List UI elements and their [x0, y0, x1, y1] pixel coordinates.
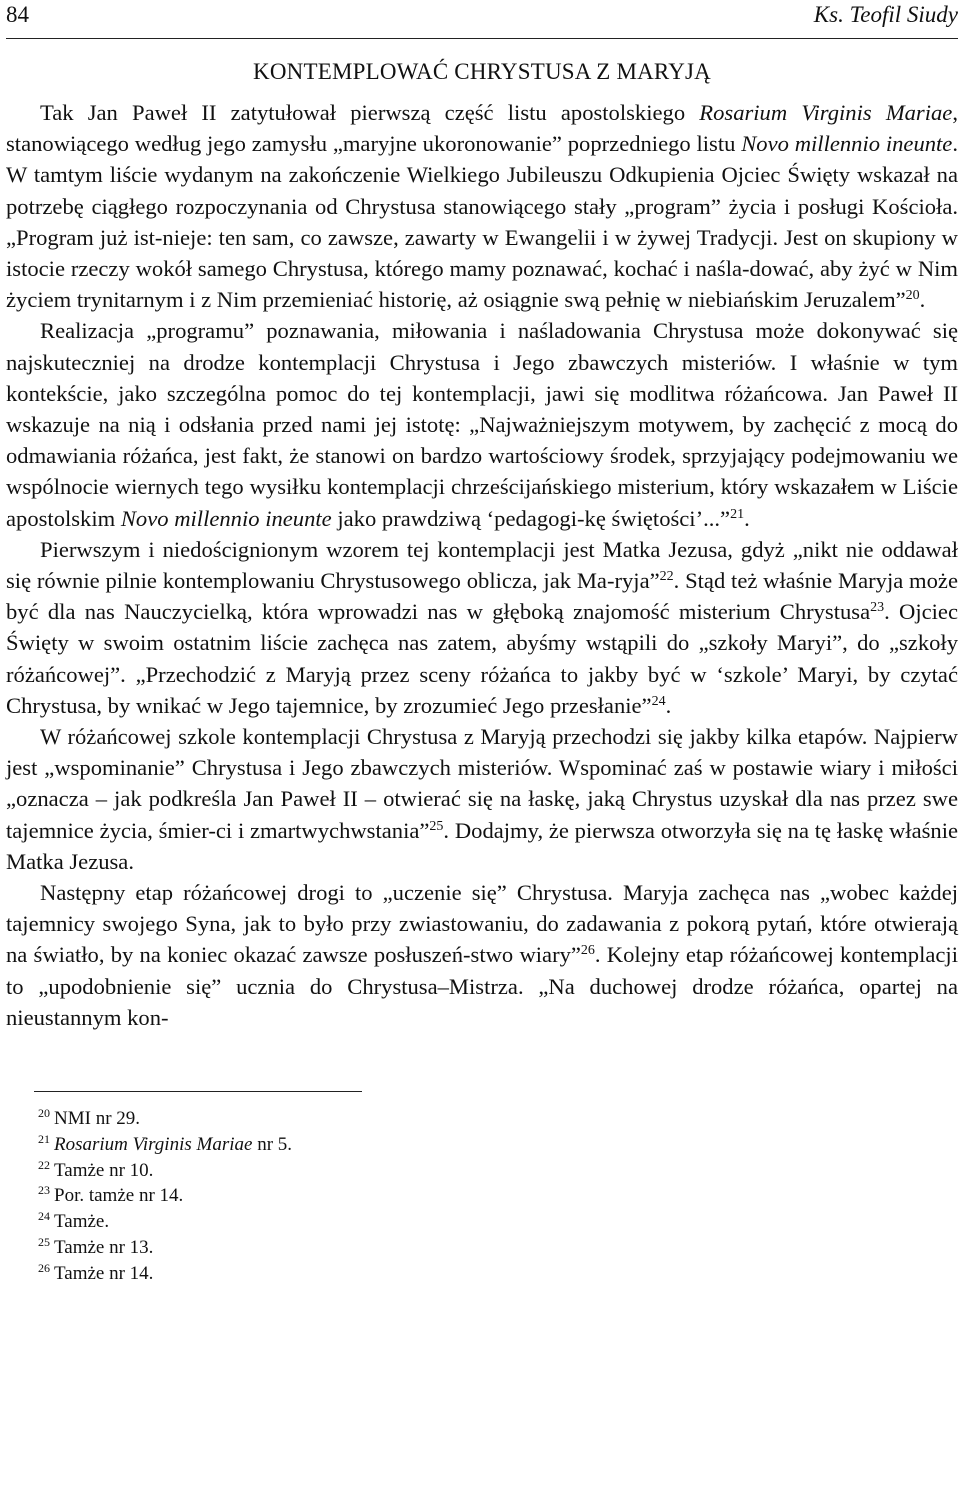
paragraph-4: W różańcowej szkole kontemplacji Chrystusa z Maryją przechodzi się jakby kilka etapów. Najpierw jest „wspominanie” Chrystusa i Jego zbawczych misteriów. Wspominać zaś w postawie wiary i miłości „oznacza – jak podkreśla Jan Paweł II – otwierać się na łaskę, jaką Chrystus uzyskał dla nas przez swe tajemnice życia, śmier-ci i zmartwychwstania”$^{25}$. Dodajmy, że pierwsza otworzyła się na tę łaskę właśnie Matka Jezusa.	[6, 724, 958, 874]
footnote-ref-26: 26	[580, 943, 595, 959]
footnote-divider	[34, 1091, 362, 1092]
footnote-item: $^{21}$ Rosarium Virginis Mariae nr 5.	[38, 1131, 293, 1155]
footnote-item: $^{22}$ Tamże nr 10.	[38, 1157, 154, 1181]
document-page	[6, 0, 958, 1287]
footnote-item: $^{24}$ Tamże.	[38, 1209, 110, 1233]
footnote-ref-22: 22	[659, 569, 674, 585]
paragraph-2: Realizacja „programu” poznawania, miłowania i naśladowania Chrystusa może dokonywać się najskuteczniej na drodze kontemplacji Chrystusa i Jego zbawczych misteriów. I właśnie w tym kontekście, jako szczególna pomoc do tej kontemplacji, jawi się modlitwa różańcowa. Jan Paweł II wskazuje na nią i odsłania przed nami jej istotę: „Najważniejszym motywem, by zachęcić z mocą do odmawiania różańca, jest fakt, że stanowi on bardzo wartościowy środek, sprzyjający podejmowaniu we wspólnocie wiernych tego wysiłku kontemplacji chrześcijańskiego misterium, który wskazałem w Liście apostolskim Novo millennio ineunte jako prawdziwą ‘pedagogi-kę świętości’...”$^{21}$.	[6, 318, 958, 531]
running-author: Ks. Teofil Siudy	[813, 2, 958, 27]
footnote-item: $^{26}$ Tamże nr 14.	[38, 1260, 154, 1284]
footnote-item: $^{25}$ Tamże nr 13.	[38, 1235, 154, 1259]
footnote-item: $^{20}$ NMI nr 29.	[38, 1106, 141, 1130]
body-text	[6, 97, 958, 1033]
footnote-ref-20: 20	[905, 288, 920, 304]
paragraph-5: Następny etap różańcowej drogi to „uczenie się” Chrystusa. Maryja zachęca nas „wobec każdej tajemnicy swojego Syna, jak to było przy zwiastowaniu, do zadawania z pokorą pytań, które otwierają na światło, by na koniec okazać zawsze posłuszeń-stwo wiary”$^{26}$. Kolejny etap różańcowej kontemplacji to „upodobnienie się” ucznia do Chrystusa–Mistrza. „Na duchowej drodze różańca, opartej na nieustannym kon-	[6, 880, 958, 1030]
footnote-ref-23: 23	[870, 600, 885, 616]
footnote-item: $^{23}$ Por. tamże nr 14.	[38, 1183, 184, 1207]
footnote-ref-24: 24	[651, 693, 666, 709]
footnotes	[38, 1106, 958, 1287]
paragraph-1: Tak Jan Paweł II zatytułował pierwszą część listu apostolskiego Rosarium Virginis Mariae, stanowiącego według jego zamysłu „maryjne ukoronowanie” poprzedniego listu Novo millennio ineunte. W tamtym liście wydanym na zakończenie Wielkiego Jubileuszu Odkupienia Ojciec Święty wskazał na potrzebę ciągłego rozpoczynania od Chrystusa stanowiącego stały „program” życia i posługi Kościoła. „Program już ist-nieje: ten sam, co zawsze, zawarty w Ewangelii i w żywej Tradycji. Jest on skupiony w istocie rzeczy wokół samego Chrystusa, którego mamy poznawać, kochać i naśla-dować, aby żyć w Nim życiem trynitarnym i z Nim przemieniać historię, aż osiągnie swą pełnię w niebiańskim Jeruzalem”$^{20}$.	[6, 100, 958, 313]
footnote-ref-21: 21	[730, 506, 745, 522]
section-title: KONTEMPLOWAĆ CHRYSTUSA Z MARYJĄ	[253, 59, 711, 84]
paragraph-3: Pierwszym i niedoścignionym wzorem tej kontemplacji jest Matka Jezusa, gdyż „nikt nie oddawał się równie pilnie kontemplowaniu Chrystusowego oblicza, jak Ma-ryja”$^{22}$. Stąd też właśnie Maryja może być dla nas Nauczycielką, która wprowadzi nas w głęboką znajomość misterium Chrystusa$^{23}$. Ojciec Święty w swoim ostatnim liście zachęca nas zatem, abyśmy wstąpili do „szkoły Maryi”, do „szkoły różańcowej”. „Przechodzić z Maryją przez sceny różańca to jakby być w ‘szkole’ Maryi, by czytać Chrystusa, by wnikać w Jego tajemnice, by zrozumieć Jego przesłanie”$^{24}$.	[6, 536, 958, 718]
running-header	[6, 0, 958, 39]
page-number: 84	[6, 2, 29, 27]
footnote-ref-25: 25	[429, 818, 444, 834]
